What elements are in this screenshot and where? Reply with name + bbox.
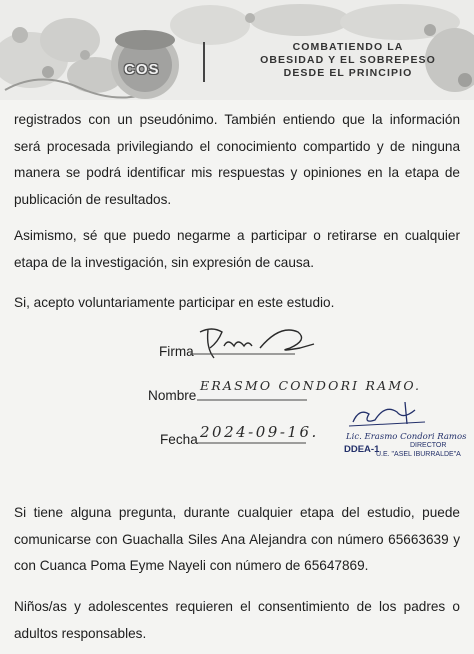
firma-label: Firma	[159, 344, 194, 359]
nombre-value: ERASMO CONDORI RAMO.	[200, 378, 422, 393]
logo-text: COS	[124, 61, 160, 78]
banner-title	[248, 41, 448, 80]
paragraph-withdrawal: Asimismo, sé que puedo negarme a participar o retirarse en cualquier etapa de la investigación, sin expresión de causa.	[14, 228, 460, 270]
stamp-code: DDEA-1	[344, 444, 380, 455]
banner-line-1: COMBATIENDO LA	[292, 41, 404, 53]
banner-line-2: OBESIDAD Y EL SOBREPESO	[260, 54, 436, 66]
paragraph-minors: Niños/as y adolescentes requieren el consentimiento de los padres o adultos responsables.	[14, 599, 460, 641]
fecha-value: 2024-09-16.	[200, 423, 319, 441]
stamp-school: U.E. "ASEL IBURRALDE"A	[376, 451, 461, 458]
director-stamp	[340, 428, 467, 468]
header-banner	[0, 0, 474, 100]
stamp-role: DIRECTOR	[410, 442, 447, 449]
fecha-label: Fecha	[160, 432, 198, 447]
fecha-underline	[196, 441, 306, 445]
signature-image	[190, 318, 330, 362]
banner-divider	[203, 42, 205, 82]
nombre-underline	[197, 398, 307, 402]
banner-line-3: DESDE EL PRINCIPIO	[283, 67, 413, 79]
stamp-name: Lic. Erasmo Condori Ramos	[346, 432, 467, 442]
paragraph-contact: Si tiene alguna pregunta, durante cualquier etapa del estudio, puede comunicarse con Guachalla Siles Ana Alejandra con número 65663639 y con Cuanca Poma Eyme Nayeli con número de 65647869.	[14, 505, 460, 573]
paragraph-acceptance: Si, acepto voluntariamente participar en este estudio.	[14, 295, 335, 310]
nombre-label: Nombre	[148, 388, 197, 403]
paragraph-privacy: registrados con un pseudónimo. También entiendo que la información será procesada privilegiando el conocimiento compartido y de ninguna manera se podrá identificar mis respuestas y opiniones en la etapa de publicación de resultados.	[14, 112, 460, 207]
director-signature	[345, 400, 435, 430]
